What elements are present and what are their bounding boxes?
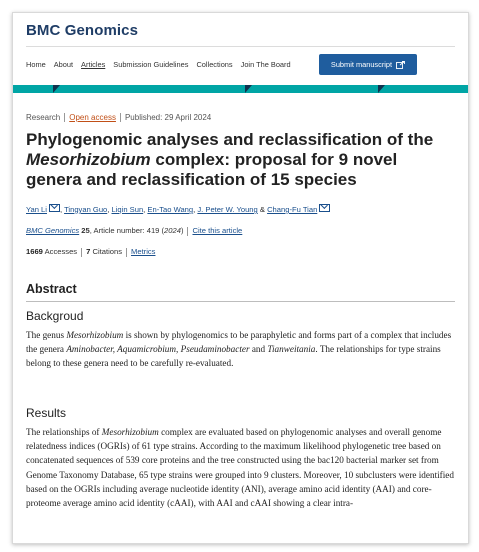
main-nav	[26, 60, 299, 69]
taxon-name: Tianweitania	[267, 344, 316, 355]
journal-brand[interactable]: BMC Genomics	[26, 22, 139, 39]
author-link[interactable]: Tingyan Guo	[64, 205, 108, 214]
external-link-icon	[396, 61, 405, 69]
email-icon[interactable]	[319, 204, 330, 212]
separator	[187, 227, 188, 236]
paragraph-text: and	[249, 344, 268, 355]
volume: 25	[81, 226, 90, 235]
stripe-marker	[245, 85, 252, 93]
paragraph-text: The genus	[26, 330, 67, 340]
nav-about[interactable]: About	[53, 60, 74, 69]
paragraph-text: is shown by phylogenomics to be paraphyletic and forms part of a complex that includes the genera	[26, 330, 452, 355]
author-link[interactable]: Liqin Sun	[111, 205, 144, 214]
separator	[120, 113, 121, 122]
abstract-heading: Abstract	[26, 282, 77, 296]
nav-articles[interactable]: Articles	[81, 60, 106, 69]
article-page	[12, 12, 469, 544]
background-heading: Backgroud	[26, 309, 84, 323]
background-paragraph	[26, 328, 454, 371]
submit-manuscript-label: Submit manuscript	[330, 60, 393, 69]
paragraph-text: complex are evaluated based on phylogenomic analyses and overall genome relatedness indices (OGRIs) of 61 type strains. According to the maximum likelihood phylogenetic tree based on concatenated sequences of 539 core proteins and the tree constructed using the bac120 bacterial marker set from Genome Taxonomy Database, 65 type strains were grouped into 9 clusters. Moreover, 10 subclusters were identified based on the OGRIs including average nucleotide identity (ANI), average amino acid identity (AAI) and core-proteome average amino acid identity (cAAI), with AAI and cAAI showing a clear intra-	[26, 427, 454, 509]
paragraph-text: . The relationships for type strains belong to these genera need to be carefully re-evaluated.	[26, 344, 441, 369]
brand-stripe	[13, 85, 468, 93]
article-metrics: 1669 Accesses 7 Citations Metrics	[26, 247, 156, 256]
nav-join-the-board[interactable]: Join The Board	[240, 60, 291, 69]
author-link[interactable]: Yan Li	[26, 205, 47, 214]
paragraph-text: The relationships of	[26, 427, 102, 437]
open-access-link[interactable]: Open access	[69, 113, 116, 122]
journal-link[interactable]: BMC Genomics	[26, 226, 80, 235]
cite-this-article-link[interactable]: Cite this article	[192, 226, 243, 235]
taxon-name: Aminobacter, Aquamicrobium, Pseudaminobacter	[66, 344, 250, 355]
submit-manuscript-button[interactable]	[319, 54, 417, 75]
author-list: Yan Li , Tingyan Guo, Liqin Sun, En-Tao Wang, J. Peter W. Young & Chang-Fu Tian	[26, 204, 330, 214]
abstract-divider	[26, 301, 455, 302]
nav-submission-guidelines[interactable]: Submission Guidelines	[113, 60, 189, 69]
separator	[126, 248, 127, 257]
brand-divider	[26, 46, 455, 47]
author-link[interactable]: En-Tao Wang	[147, 205, 194, 214]
citation-line: BMC Genomics 25, Article number: 419 (2024) Cite this article	[26, 226, 243, 235]
accesses-count: 1669	[26, 247, 43, 256]
nav-home[interactable]: Home	[26, 60, 46, 69]
metrics-link[interactable]: Metrics	[131, 247, 156, 256]
stripe-marker	[53, 85, 60, 93]
published-date: Published: 29 April 2024	[124, 113, 212, 122]
article-type: Research	[26, 113, 61, 122]
email-icon[interactable]	[49, 204, 60, 212]
author-link[interactable]: J. Peter W. Young	[197, 205, 258, 214]
separator	[64, 113, 65, 122]
taxon-name: Mesorhizobium	[101, 427, 159, 437]
article-title: Phylogenomic analyses and reclassification of the Mesorhizobium complex: proposal for 9 novel genera and reclassification of 15 species	[26, 130, 434, 189]
nav-collections[interactable]: Collections	[196, 60, 233, 69]
taxon-name: Mesorhizobium	[66, 330, 124, 340]
author-link[interactable]: Chang-Fu Tian	[267, 205, 318, 214]
citations-count: 7	[86, 247, 91, 256]
results-heading: Results	[26, 406, 67, 420]
article-meta	[26, 113, 211, 122]
results-paragraph	[26, 425, 454, 510]
separator	[81, 248, 82, 257]
stripe-marker	[378, 85, 385, 93]
